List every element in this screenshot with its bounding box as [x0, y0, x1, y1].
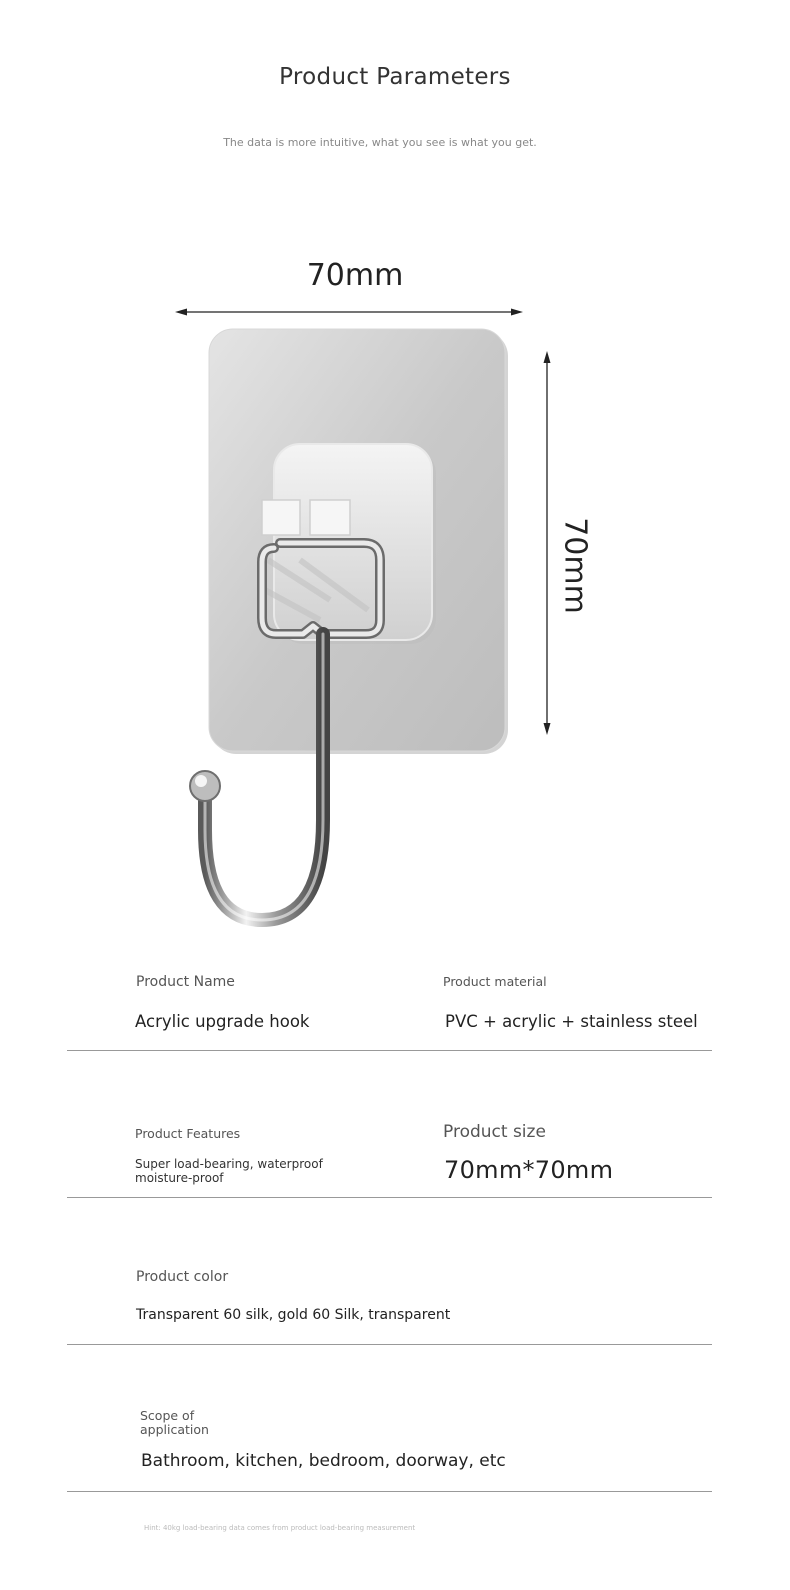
row-divider [67, 1491, 712, 1492]
width-dimension-arrow [175, 309, 523, 316]
page-subtitle: The data is more intuitive, what you see is what you get. [223, 136, 537, 149]
height-dimension-label: 70mm [557, 517, 593, 614]
product-name-label: Product Name [136, 974, 235, 990]
product-features-value: Super load-bearing, waterproof moisture-proof [135, 1157, 323, 1185]
product-material-label: Product material [443, 974, 547, 989]
product-size-value: 70mm*70mm [444, 1156, 614, 1184]
height-dimension-arrow [544, 351, 551, 735]
row-divider [67, 1344, 712, 1345]
scope-of-application-value: Bathroom, kitchen, bedroom, doorway, etc [141, 1451, 506, 1471]
footer-hint: Hint: 40kg load-bearing data comes from product load-bearing measurement [144, 1524, 416, 1532]
product-features-label: Product Features [135, 1126, 241, 1141]
product-size-label: Product size [443, 1122, 546, 1142]
scope-of-application-label: Scope of application [140, 1408, 209, 1437]
row-divider [67, 1050, 712, 1051]
product-material-value: PVC + acrylic + stainless steel [445, 1012, 698, 1031]
row-divider [67, 1197, 712, 1198]
product-color-label: Product color [136, 1269, 229, 1285]
page-title: Product Parameters [279, 64, 511, 90]
product-illustration [0, 290, 790, 940]
product-name-value: Acrylic upgrade hook [135, 1012, 310, 1031]
width-dimension-label: 70mm [306, 258, 404, 293]
product-color-value: Transparent 60 silk, gold 60 Silk, transparent [136, 1307, 451, 1323]
